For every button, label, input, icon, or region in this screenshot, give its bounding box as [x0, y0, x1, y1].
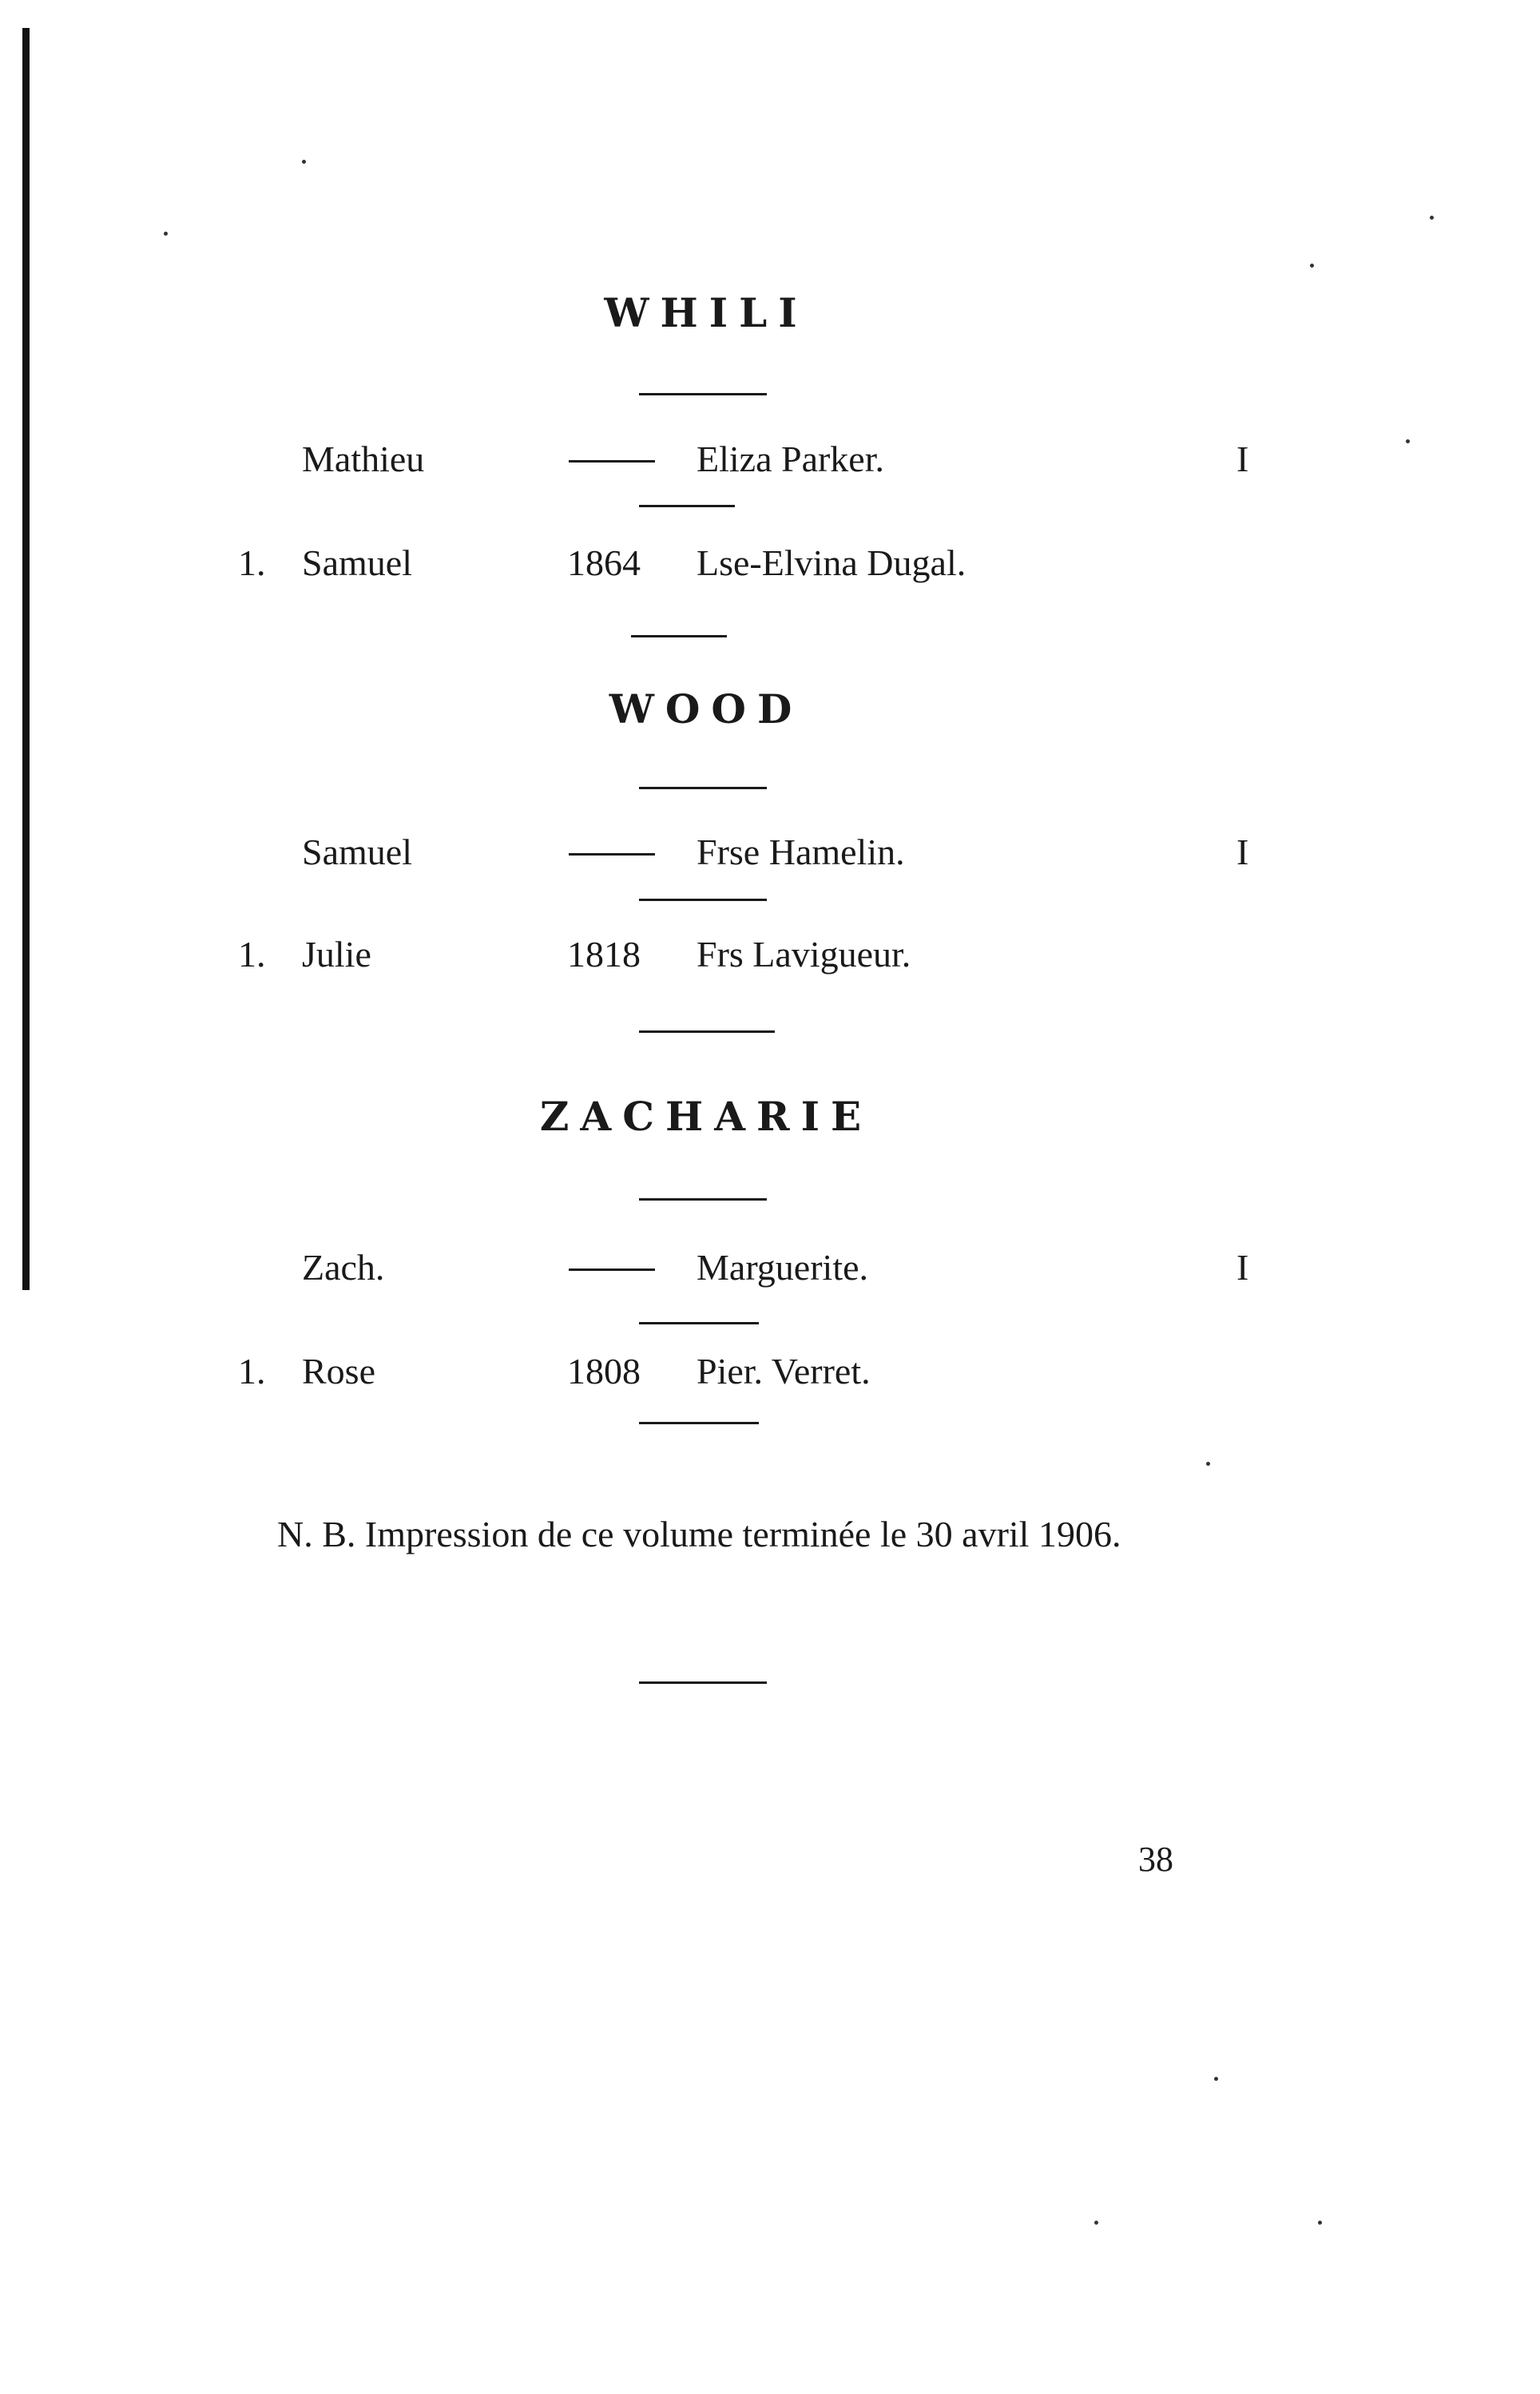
dash-separator: [569, 853, 655, 856]
children-count: I: [1236, 439, 1249, 479]
closing-rule: [639, 1681, 767, 1684]
dash-separator: [569, 460, 655, 463]
child-spouse: Lse-Elvina Dugal.: [697, 542, 966, 583]
child-number: 1.: [238, 542, 266, 583]
parent-name: Zach.: [302, 1247, 385, 1288]
scan-speck: [1318, 2221, 1322, 2225]
parent-spouse: Eliza Parker.: [697, 439, 885, 479]
child-entry-wood: [0, 933, 1540, 981]
entry-rule: [639, 1322, 759, 1324]
child-spouse: Pier. Verret.: [697, 1351, 871, 1392]
section-rule: [639, 393, 767, 395]
children-count: I: [1236, 1247, 1249, 1288]
scan-speck: [1094, 2221, 1098, 2225]
parent-entry-wood: [0, 831, 1540, 879]
scan-speck: [1214, 2077, 1218, 2081]
page-number: 38: [1138, 1840, 1173, 1879]
parent-spouse: Frse Hamelin.: [697, 832, 905, 872]
child-name: Samuel: [302, 542, 412, 583]
surname-heading-wood: WOOD: [609, 685, 804, 732]
surname-heading-zacharie: ZACHARIE: [539, 1093, 873, 1140]
parent-entry-zacharie: [0, 1246, 1540, 1294]
child-number: 1.: [238, 934, 266, 975]
section-rule: [639, 787, 767, 789]
entry-rule: [639, 899, 767, 901]
scan-speck: [1206, 1462, 1210, 1466]
scan-speck: [1310, 264, 1314, 268]
child-spouse: Frs Lavigueur.: [697, 934, 911, 975]
child-name: Rose: [302, 1351, 375, 1392]
children-count: I: [1236, 832, 1249, 872]
scan-speck: [1406, 439, 1410, 443]
marriage-year: 1864: [567, 542, 641, 583]
marriage-year: 1818: [567, 934, 641, 975]
parent-entry-whili: [0, 438, 1540, 486]
parent-name: Mathieu: [302, 439, 425, 479]
dash-separator: [569, 1268, 655, 1271]
section-rule: [639, 1030, 775, 1033]
marriage-year: 1808: [567, 1351, 641, 1392]
section-rule: [639, 1198, 767, 1201]
scan-speck: [164, 232, 168, 236]
section-rule: [639, 1422, 759, 1424]
parent-name: Samuel: [302, 832, 412, 872]
printing-note: N. B. Impression de ce volume terminée le 30 avril 1906.: [277, 1514, 1121, 1554]
parent-spouse: Marguerite.: [697, 1247, 869, 1288]
scan-speck: [302, 160, 306, 164]
child-number: 1.: [238, 1351, 266, 1392]
scan-speck: [1430, 216, 1434, 220]
child-name: Julie: [302, 934, 371, 975]
surname-heading-whili: WHILI: [604, 289, 808, 336]
child-entry-zacharie: [0, 1350, 1540, 1398]
section-rule: [631, 635, 727, 637]
child-entry-whili: [0, 542, 1540, 590]
entry-rule: [639, 505, 735, 507]
